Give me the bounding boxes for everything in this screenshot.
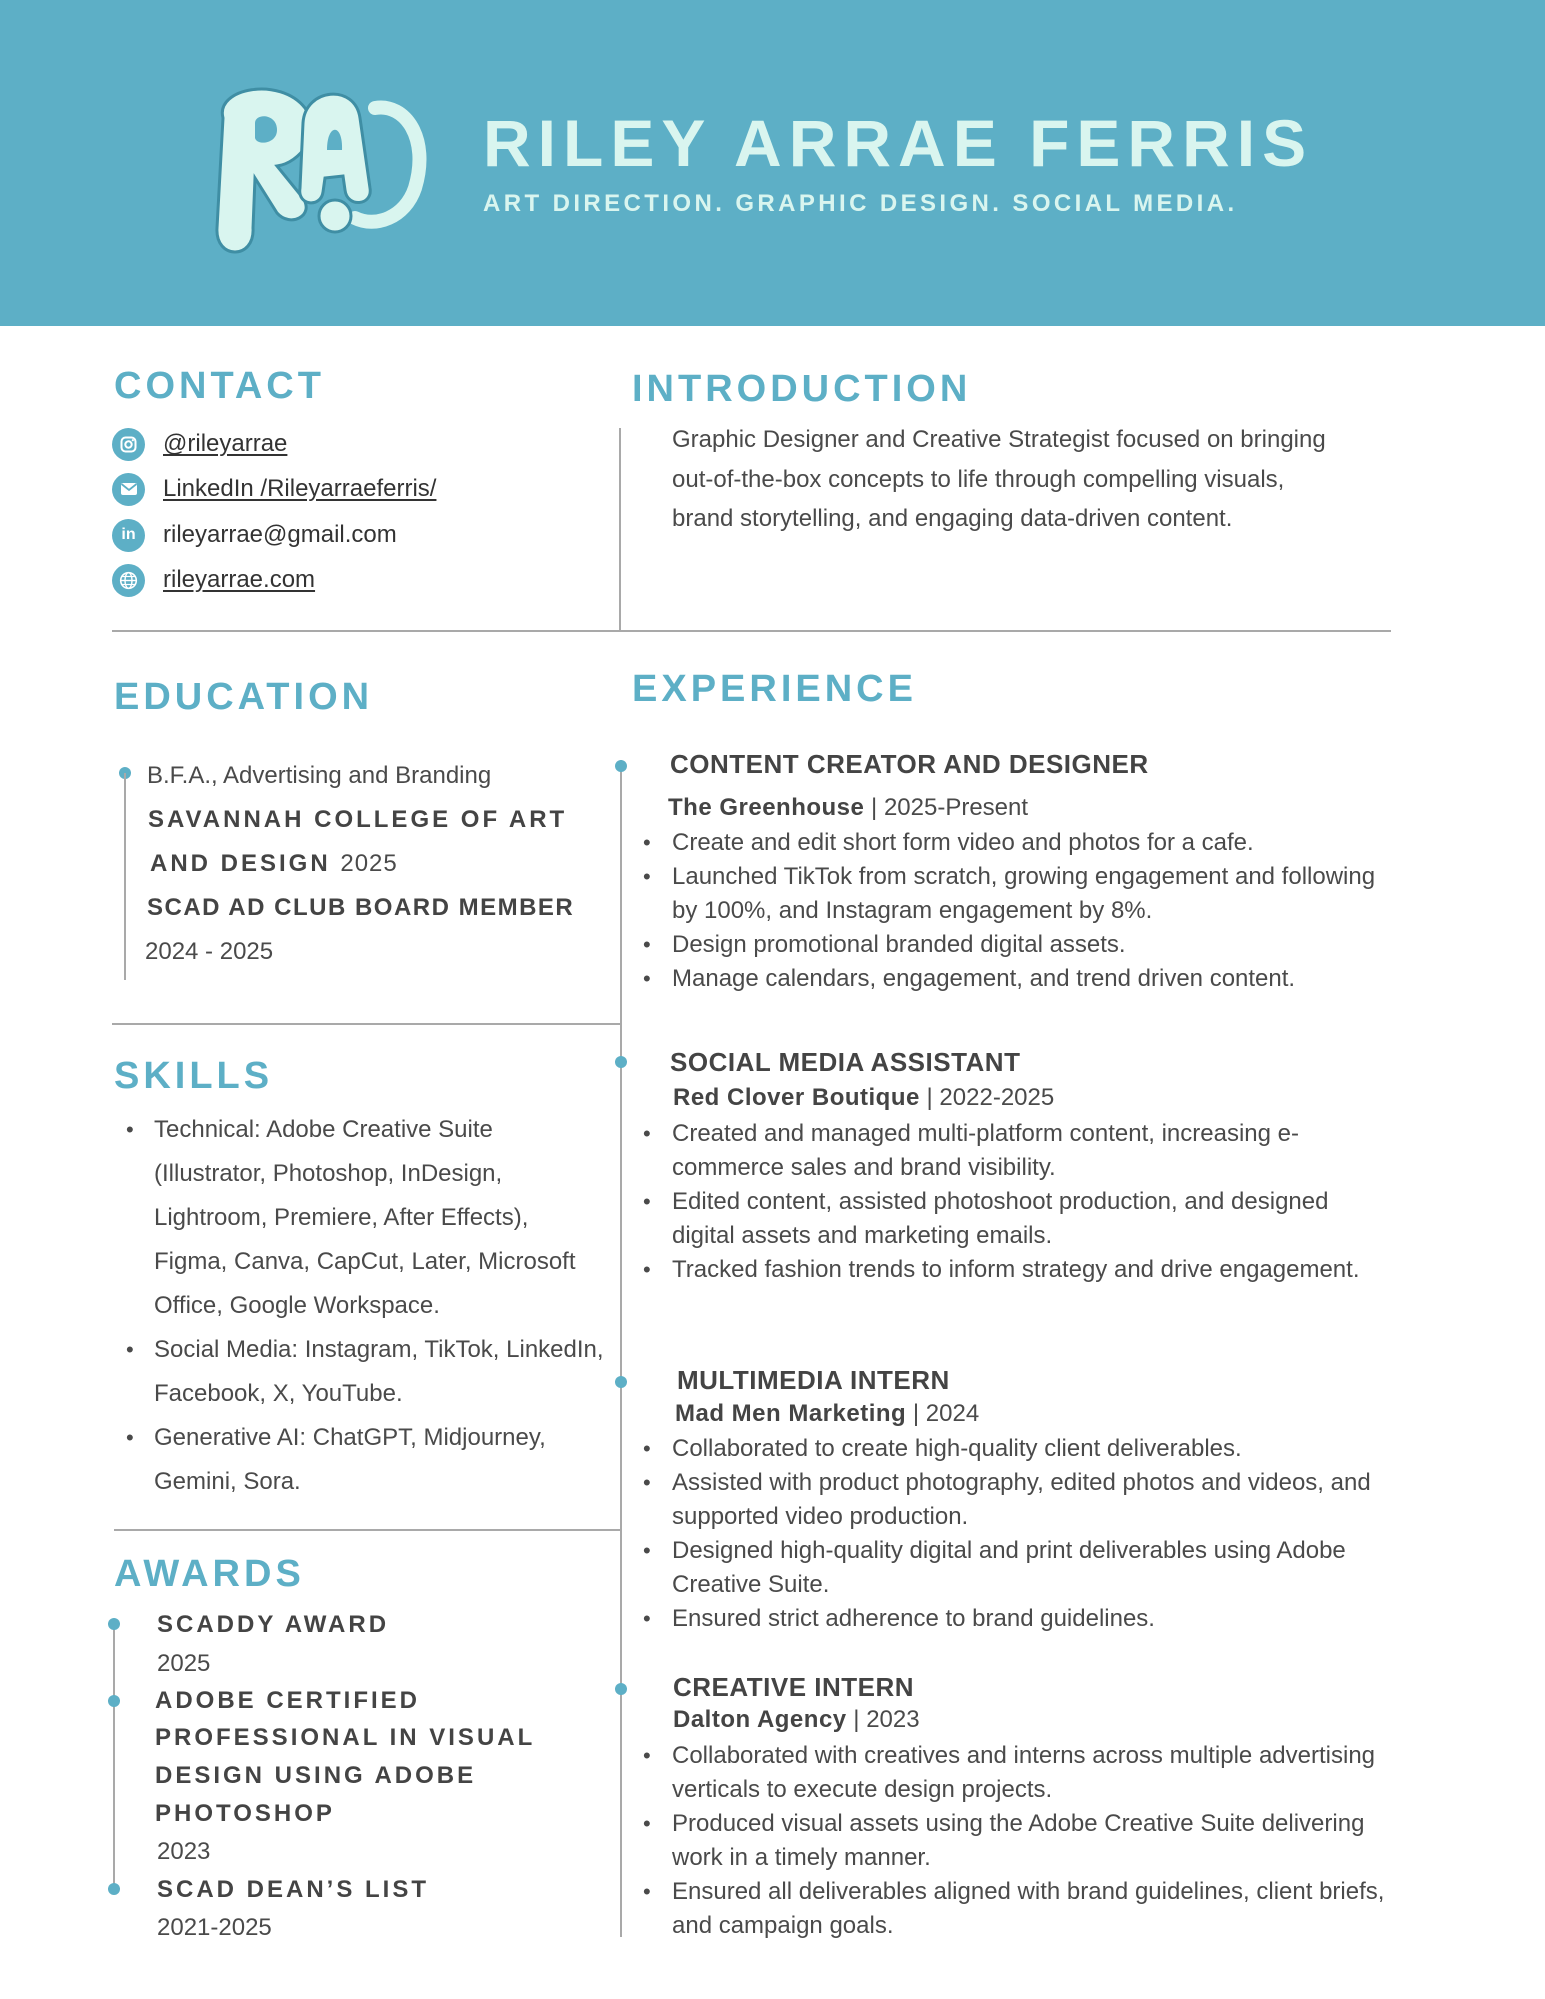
intro-divider <box>619 428 621 631</box>
tagline: ART DIRECTION. GRAPHIC DESIGN. SOCIAL MEDIA. <box>483 190 1238 217</box>
job-2-bullet-3: • Tracked fashion trends to inform strategy and drive engagement. <box>637 1253 1397 1287</box>
award-scaddy: SCADDY AWARD <box>157 1611 390 1638</box>
award-adobe-line1: ADOBE CERTIFIED <box>155 1687 421 1714</box>
job-dot-2 <box>615 1056 627 1068</box>
job-title-2: SOCIAL MEDIA ASSISTANT <box>670 1047 1021 1077</box>
school-name-line2-text: AND DESIGN <box>150 850 331 877</box>
instagram-icon <box>112 428 145 461</box>
ra-logo-icon <box>205 78 430 263</box>
contact-email[interactable] <box>112 517 397 553</box>
job-3-bullet-3: • Designed high-quality digital and print deliverables using Adobe Creative Suite. <box>637 1534 1397 1602</box>
candidate-name: RILEY ARRAE FERRIS <box>483 106 1314 180</box>
job-2-bullet-2: • Edited content, assisted photoshoot production, and designed digital assets and marketing emails. <box>637 1185 1397 1253</box>
job-3-bullet-1: • Collaborated to create high-quality client deliverables. <box>637 1432 1397 1466</box>
job-dates-3: | 2024 <box>906 1400 980 1427</box>
job-company-2 <box>673 1084 1054 1112</box>
award-adobe-year: 2023 <box>157 1838 211 1865</box>
job-title-3: MULTIMEDIA INTERN <box>677 1365 950 1395</box>
introduction-title: INTRODUCTION <box>632 368 972 410</box>
website-link[interactable]: rileyarrae.com <box>163 566 316 593</box>
job-company-4 <box>673 1706 920 1734</box>
award-dot-3 <box>108 1883 120 1895</box>
job-bullets-3 <box>637 1432 1397 1636</box>
job-1-bullet-3: • Design promotional branded digital assets. <box>637 928 1397 962</box>
job-bullets-2 <box>637 1117 1397 1287</box>
education-divider <box>112 1023 620 1025</box>
job-title-1: CONTENT CREATOR AND DESIGNER <box>670 749 1149 779</box>
instagram-link[interactable]: @rileyarrae <box>163 430 288 457</box>
job-company-3 <box>675 1400 979 1428</box>
skills-title: SKILLS <box>114 1055 274 1097</box>
introduction-text: Graphic Designer and Creative Strategist focused on bringing out-of-the-box concepts to life through compelling visuals, brand storytelling, and engaging data-driven content. <box>672 426 1326 532</box>
globe-icon <box>112 564 145 597</box>
job-dates-4: | 2023 <box>846 1706 920 1733</box>
job-3-bullet-4: • Ensured strict adherence to brand guidelines. <box>637 1602 1397 1636</box>
job-company-1 <box>668 794 1028 822</box>
job-4-bullet-3: • Ensured all deliverables aligned with brand guidelines, client briefs, and campaign goals. <box>637 1875 1397 1943</box>
job-bullets-4 <box>637 1739 1397 1943</box>
skill-technical: • Technical: Adobe Creative Suite (Illustrator, Photoshop, InDesign, Lightroom, Premiere, After Effects), Figma, Canva, CapCut, Later, Microsoft Office, Google Workspace. <box>118 1108 608 1328</box>
skills-divider <box>114 1529 620 1531</box>
award-dot-1 <box>108 1618 120 1630</box>
award-adobe-line2: PROFESSIONAL IN VISUAL <box>155 1724 536 1751</box>
job-dates-1: | 2025-Present <box>864 794 1029 821</box>
award-dot-2 <box>108 1695 120 1707</box>
experience-title: EXPERIENCE <box>632 668 917 710</box>
job-dot-3 <box>615 1376 627 1388</box>
job-title-4: CREATIVE INTERN <box>673 1672 915 1702</box>
linkedin-link[interactable]: LinkedIn /Rileyarraeferris/ <box>163 475 437 502</box>
job-1-bullet-2: • Launched TikTok from scratch, growing engagement and following by 100%, and Instagram engagement by 8%. <box>637 860 1397 928</box>
skill-social-media: • Social Media: Instagram, TikTok, LinkedIn, Facebook, X, YouTube. <box>118 1328 608 1416</box>
mail-icon <box>112 473 145 506</box>
company-name-4: Dalton Agency <box>673 1706 847 1733</box>
skill-generative-ai: • Generative AI: ChatGPT, Midjourney, Gemini, Sora. <box>118 1416 608 1504</box>
awards-title: AWARDS <box>114 1553 305 1595</box>
degree: B.F.A., Advertising and Branding <box>147 762 492 789</box>
contact-linkedin-profile[interactable] <box>112 471 436 507</box>
job-bullets-1 <box>637 826 1397 996</box>
award-adobe-line4: PHOTOSHOP <box>155 1800 335 1827</box>
company-name-3: Mad Men Marketing <box>675 1400 907 1427</box>
job-1-bullet-1: • Create and edit short form video and photos for a cafe. <box>637 826 1397 860</box>
school-year: 2025 <box>340 850 398 877</box>
club-role: SCAD AD CLUB BOARD MEMBER <box>147 894 575 921</box>
education-title: EDUCATION <box>114 676 374 718</box>
award-scaddy-year: 2025 <box>157 1650 211 1677</box>
awards-timeline-line <box>113 1624 115 1889</box>
company-name-1: The Greenhouse <box>668 794 865 821</box>
award-deans-list: SCAD DEAN’S LIST <box>157 1876 430 1903</box>
contact-title: CONTACT <box>114 365 325 407</box>
job-4-bullet-2: • Produced visual assets using the Adobe Creative Suite delivering work in a timely manner. <box>637 1807 1397 1875</box>
job-2-bullet-1: • Created and managed multi-platform content, increasing e-commerce sales and brand visibility. <box>637 1117 1397 1185</box>
job-3-bullet-2: • Assisted with product photography, edited photos and videos, and supported video production. <box>637 1466 1397 1534</box>
education-timeline-line <box>124 773 126 980</box>
top-section-divider <box>112 630 1391 632</box>
job-1-bullet-4: • Manage calendars, engagement, and trend driven content. <box>637 962 1397 996</box>
award-adobe-line3: DESIGN USING ADOBE <box>155 1762 477 1789</box>
job-dates-2: | 2022-2025 <box>919 1084 1055 1111</box>
club-years: 2024 - 2025 <box>145 938 274 965</box>
school-name-line2 <box>150 850 398 878</box>
award-deans-list-years: 2021-2025 <box>157 1914 272 1941</box>
school-name-line1: SAVANNAH COLLEGE OF ART <box>148 806 568 833</box>
header-banner <box>0 0 1545 326</box>
email-text[interactable]: rileyarrae@gmail.com <box>163 521 397 548</box>
job-4-bullet-1: • Collaborated with creatives and interns across multiple advertising verticals to execute design projects. <box>637 1739 1397 1807</box>
contact-website[interactable] <box>112 562 315 598</box>
company-name-2: Red Clover Boutique <box>673 1084 920 1111</box>
linkedin-icon: in <box>112 519 145 552</box>
skills-list <box>118 1108 608 1504</box>
job-dot-1 <box>615 760 627 772</box>
experience-timeline-line <box>620 760 622 1937</box>
job-dot-4 <box>615 1683 627 1695</box>
contact-instagram[interactable] <box>112 426 287 462</box>
